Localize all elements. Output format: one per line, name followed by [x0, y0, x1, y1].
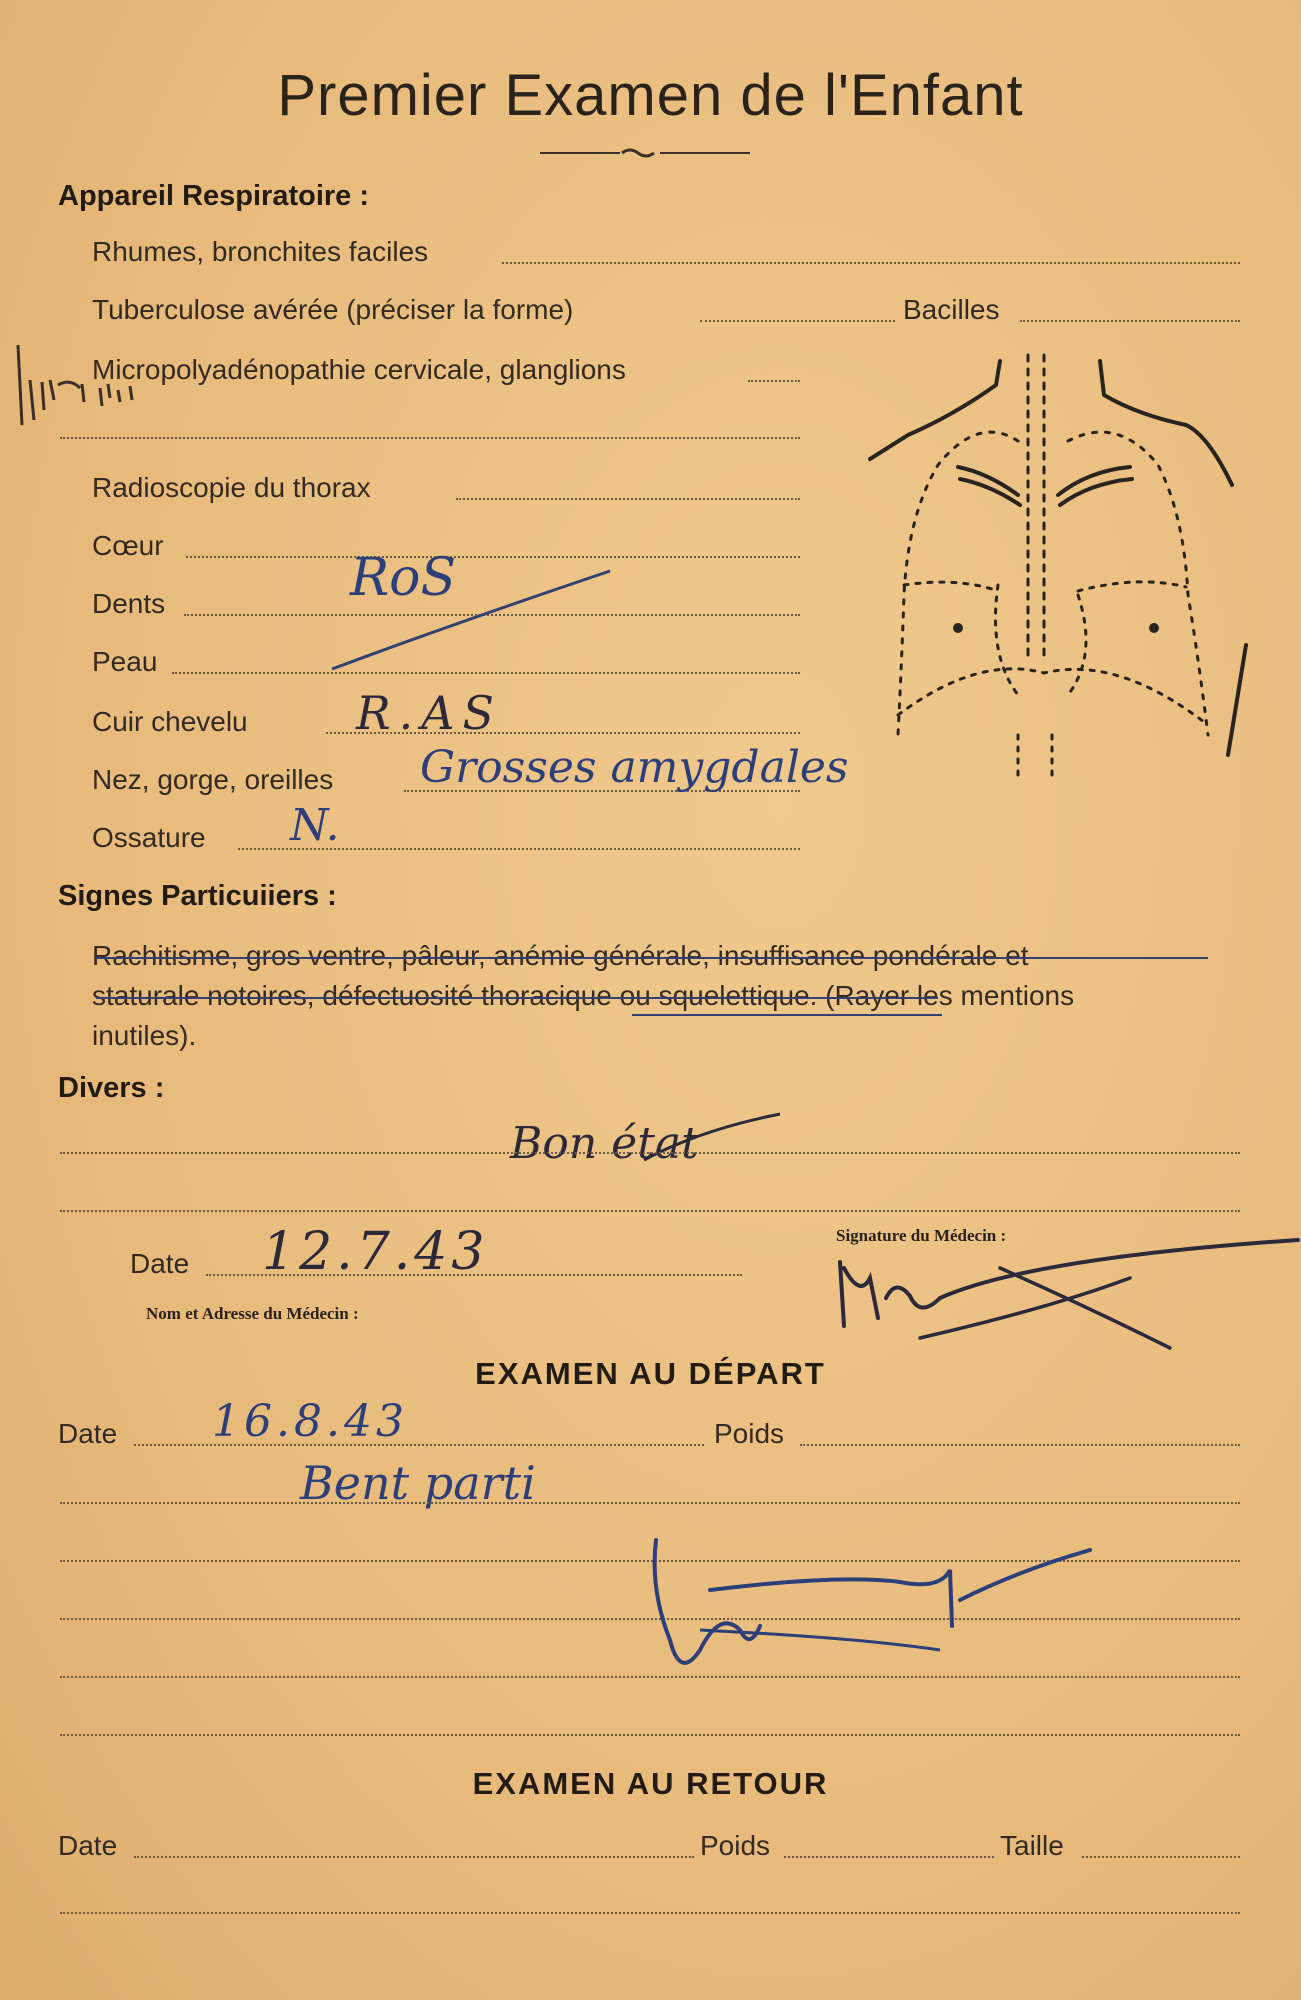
- coeur-field[interactable]: [186, 556, 800, 558]
- signes-heading: Signes Particuiiers :: [58, 880, 337, 912]
- signes-strike-2: [96, 997, 938, 999]
- signes-underline: [632, 1014, 942, 1016]
- respiratoire-heading: Appareil Respiratoire :: [58, 180, 370, 212]
- micropoly-field[interactable]: [748, 380, 800, 382]
- nez-value: Grosses amygdales: [420, 742, 849, 793]
- tuberculose-label: Tuberculose avérée (préciser la forme): [92, 294, 574, 325]
- retour-taille-label: Taille: [1000, 1830, 1064, 1861]
- depart-poids-label: Poids: [714, 1418, 785, 1449]
- rhumes-field[interactable]: [502, 262, 1240, 264]
- peau-label: Peau: [92, 646, 158, 677]
- depart-date-label: Date: [58, 1418, 118, 1449]
- premier-date-value: 12.7.43: [262, 1222, 489, 1282]
- signes-strike-1: [96, 957, 1208, 959]
- depart-date-value: 16.8.43: [212, 1396, 408, 1447]
- thorax-diagram: [868, 355, 1248, 785]
- signes-line-2: staturale notoires, défectuosité thoracique ou squelettique. (Rayer les mentions: [92, 980, 1075, 1011]
- dents-pen-stroke: [330, 565, 620, 675]
- signes-line-1: Rachitisme, gros ventre, pâleur, anémie générale, insuffisance pondérale et: [92, 940, 1029, 971]
- title-ornament: [540, 145, 750, 165]
- bacilles-label: Bacilles: [903, 294, 1000, 325]
- dents-value: RoS: [350, 548, 457, 608]
- depart-poids-field[interactable]: [800, 1444, 1240, 1446]
- signes-line-3: inutiles).: [92, 1020, 197, 1051]
- depart-line-5[interactable]: [60, 1734, 1240, 1736]
- peau-field[interactable]: [172, 672, 800, 674]
- divers-line-1[interactable]: [60, 1152, 1240, 1154]
- retour-poids-field[interactable]: [784, 1856, 994, 1858]
- signature-label: Signature du Médecin :: [836, 1226, 1007, 1245]
- radioscopie-label: Radioscopie du thorax: [92, 472, 371, 503]
- coeur-label: Cœur: [92, 530, 164, 561]
- retour-date-field[interactable]: [134, 1856, 694, 1858]
- ossature-label: Ossature: [92, 822, 206, 853]
- retour-taille-field[interactable]: [1082, 1856, 1240, 1858]
- divers-pen-tail: [640, 1110, 790, 1170]
- depart-note: Bent parti: [300, 1456, 536, 1510]
- depart-signature: [640, 1530, 1100, 1690]
- nez-label: Nez, gorge, oreilles: [92, 764, 334, 795]
- retour-date-label: Date: [58, 1830, 118, 1861]
- medecin-signature: [830, 1238, 1300, 1358]
- rhumes-label: Rhumes, bronchites faciles: [92, 236, 429, 267]
- cuir-value: R.AS: [356, 686, 502, 740]
- premier-date-label: Date: [130, 1248, 190, 1279]
- divers-value: Bon état: [510, 1118, 699, 1169]
- divers-heading: Divers :: [58, 1072, 165, 1104]
- retour-heading: EXAMEN AU RETOUR: [472, 1766, 829, 1801]
- retour-poids-label: Poids: [700, 1830, 771, 1861]
- ossature-value: N.: [290, 800, 340, 851]
- depart-heading: EXAMEN AU DÉPART: [475, 1356, 826, 1391]
- margin-scribble: [10, 340, 150, 430]
- radioscopie-field[interactable]: [456, 498, 800, 500]
- retour-line-1[interactable]: [60, 1912, 1240, 1914]
- nom-adresse-label: Nom et Adresse du Médecin :: [146, 1304, 359, 1323]
- form-title: Premier Examen de l'Enfant: [277, 63, 1024, 128]
- bacilles-field[interactable]: [1020, 320, 1240, 322]
- cuir-label: Cuir chevelu: [92, 706, 248, 737]
- divers-line-2[interactable]: [60, 1210, 1240, 1212]
- dents-label: Dents: [92, 588, 166, 619]
- tuberculose-field[interactable]: [700, 320, 895, 322]
- depart-line-1[interactable]: [60, 1502, 1240, 1504]
- micropoly-second-line[interactable]: [60, 437, 800, 439]
- micropoly-label: Micropolyadénopathie cervicale, glanglions: [92, 354, 626, 385]
